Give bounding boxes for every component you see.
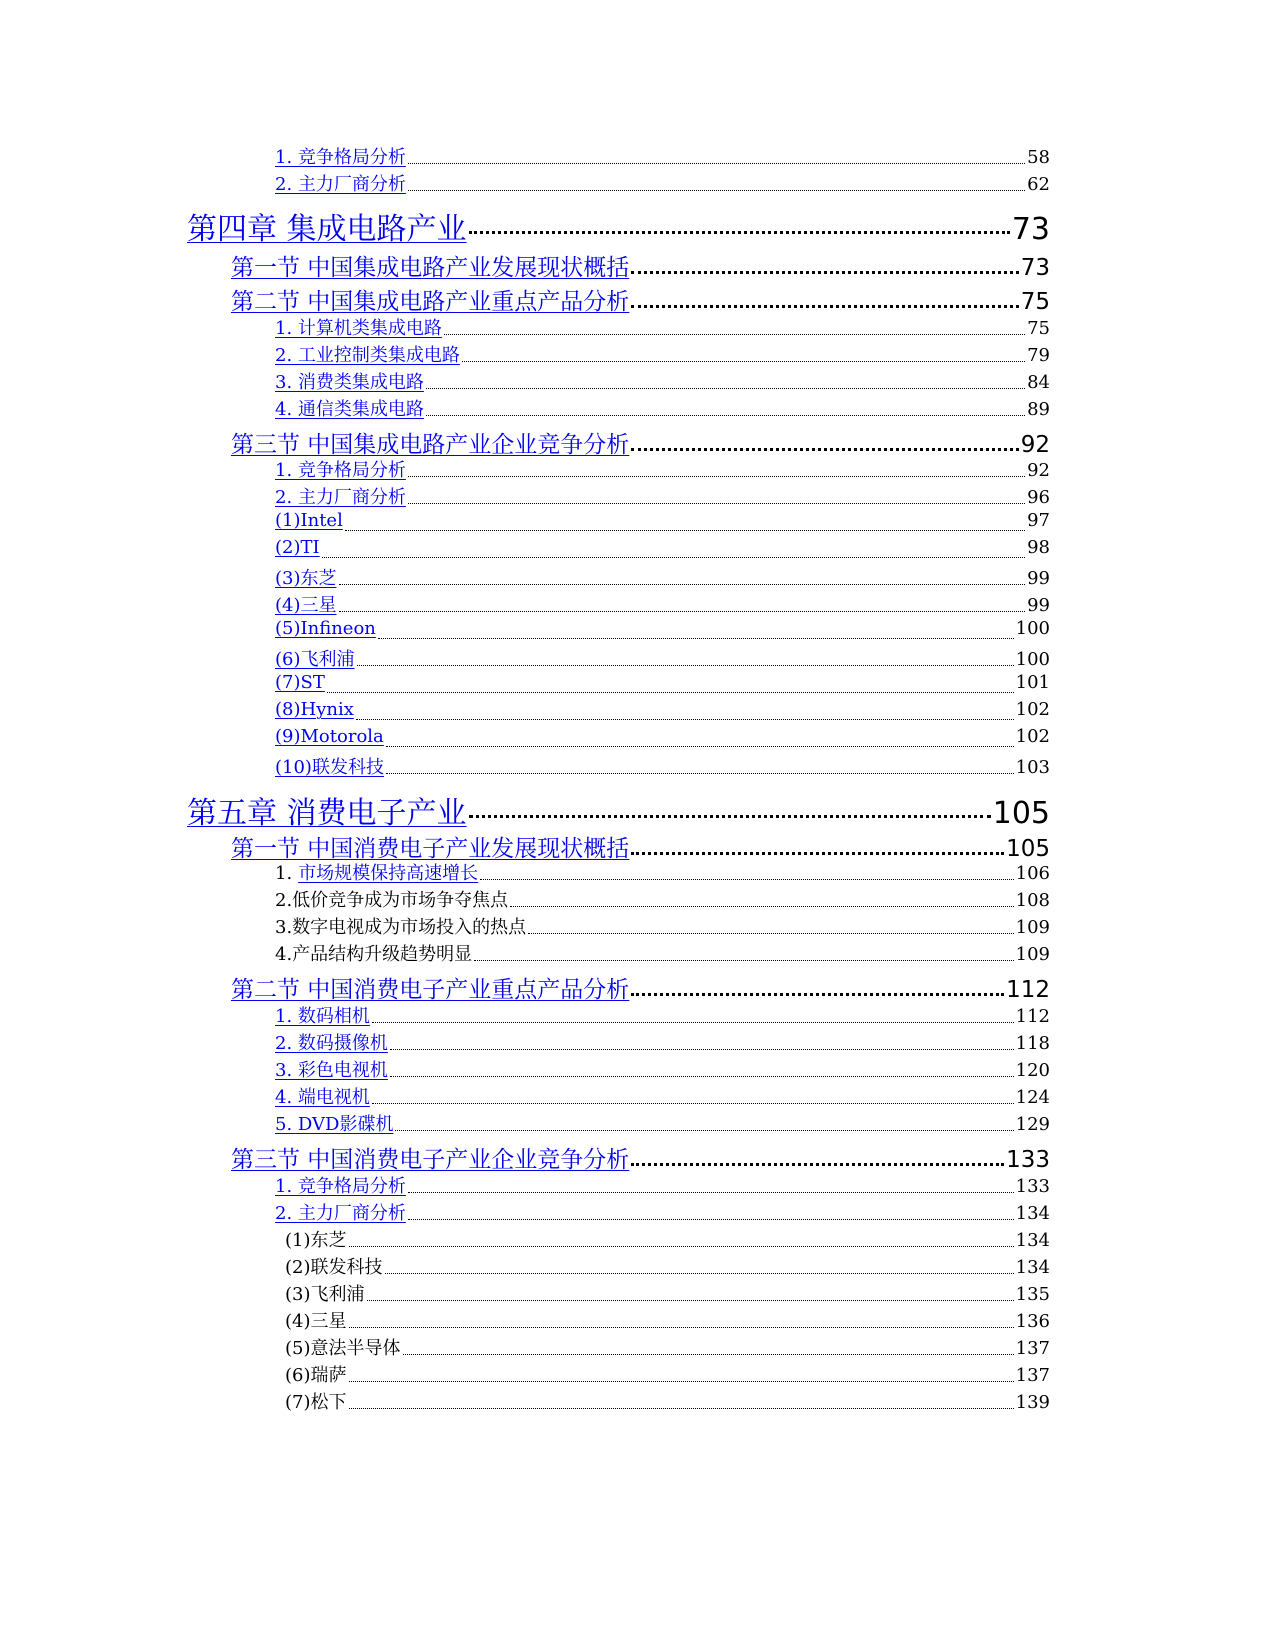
page-number: 75 [1027,318,1050,339]
page-number: 118 [1015,1033,1050,1054]
dot-leader [631,305,1018,308]
toc-entry-item[interactable] [275,1172,1050,1198]
toc-entry-link[interactable]: 第一节 中国集成电路产业发展现状概括 [231,255,630,281]
page-number: 109 [1015,944,1050,965]
page-number: 62 [1027,174,1050,195]
page-number: 96 [1027,487,1050,508]
dot-leader [349,1327,1014,1328]
dot-leader [339,611,1026,612]
toc-entry-link[interactable]: 2. 数码摄像机 [275,1033,388,1054]
toc-entry-item[interactable] [275,483,1050,509]
toc-entry-label: (3)飞利浦 [285,1284,365,1305]
page-number: 73 [1020,255,1050,281]
toc-entry-section[interactable] [231,830,1050,862]
toc-entry-item[interactable] [275,859,1050,885]
toc-entry-link[interactable]: 第二节 中国消费电子产业重点产品分析 [231,977,630,1003]
page-number: 133 [1015,1176,1050,1197]
toc-entry-number: 1. [275,863,293,884]
toc-entry-link[interactable]: 第二节 中国集成电路产业重点产品分析 [231,289,630,315]
dot-leader [469,815,991,818]
page-number: 102 [1015,699,1050,720]
dot-leader [444,334,1025,335]
toc-entry-section[interactable] [231,249,1050,281]
page-number: 79 [1027,345,1050,366]
toc-entry-label: 3.数字电视成为市场投入的热点 [275,917,527,938]
toc-entry-link[interactable]: 4. 通信类集成电路 [275,399,424,420]
toc-entry-link[interactable]: (3)东芝 [275,568,337,589]
dot-leader [408,1219,1014,1220]
toc-entry-label: (6)瑞萨 [285,1365,347,1386]
toc-entry-item[interactable] [275,645,1050,671]
toc-entry-item[interactable] [275,341,1050,367]
toc-entry-item[interactable] [275,395,1050,421]
toc-entry-item[interactable] [275,1199,1050,1225]
toc-entry-sub [285,1280,1050,1306]
dot-leader [408,476,1025,477]
page-number: 139 [1015,1392,1050,1413]
dot-leader [386,773,1014,774]
toc-entry-link[interactable]: 1. 竞争格局分析 [275,147,406,168]
toc-entry-link[interactable]: 1. 计算机类集成电路 [275,318,442,339]
toc-entry-link[interactable]: (9)Motorola [275,726,384,747]
toc-entry-item[interactable] [275,1056,1050,1082]
dot-leader [378,638,1014,639]
toc-entry-item[interactable] [275,510,1050,536]
dot-leader [480,879,1013,880]
toc-entry-item[interactable] [275,699,1050,725]
toc-entry-label: (2)联发科技 [285,1257,383,1278]
dot-leader [339,584,1026,585]
page-number: 105 [992,796,1050,831]
toc-entry-link[interactable]: 2. 主力厂商分析 [275,1203,406,1224]
toc-entry-sub [285,1253,1050,1279]
toc-entry-link[interactable]: 5. DVD影碟机 [275,1114,394,1135]
dot-leader [631,1163,1004,1166]
toc-entry-link[interactable]: 第一节 中国消费电子产业发展现状概括 [231,836,630,862]
page-number: 75 [1020,289,1050,315]
toc-entry-item[interactable] [275,726,1050,752]
toc-entry-sub [285,1226,1050,1252]
toc-entry-link[interactable]: (5)Infineon [275,618,376,639]
dot-leader [367,1300,1014,1301]
toc-entry-label: 2.低价竞争成为市场争夺焦点 [275,890,509,911]
page-number: 106 [1015,863,1050,884]
page-number: 89 [1027,399,1050,420]
toc-entry-link[interactable]: 2. 工业控制类集成电路 [275,345,460,366]
toc-entry-item[interactable] [275,753,1050,779]
toc-entry-item[interactable] [275,564,1050,590]
toc-entry-item[interactable] [275,672,1050,698]
toc-entry-link[interactable]: (6)飞利浦 [275,649,355,670]
toc-entry-sub [285,1388,1050,1414]
toc-entry-link[interactable]: 2. 主力厂商分析 [275,174,406,195]
dot-leader [385,1273,1014,1274]
dot-leader [462,361,1025,362]
page-number: 105 [1006,836,1050,862]
toc-entry-link[interactable]: 第三节 中国消费电子产业企业竞争分析 [231,1147,630,1173]
toc-entry-link[interactable]: (2)TI [275,537,320,558]
page-number: 129 [1015,1114,1050,1135]
toc-entry-label: (4)三星 [285,1311,347,1332]
toc-entry-link[interactable]: 3. 消费类集成电路 [275,372,424,393]
toc-entry-link[interactable]: 1. 竞争格局分析 [275,460,406,481]
toc-entry-link[interactable]: 市场规模保持高速增长 [298,863,479,884]
page-number: 136 [1015,1311,1050,1332]
toc-entry-chapter[interactable] [187,788,1050,831]
dot-leader [403,1354,1014,1355]
page-number: 84 [1027,372,1050,393]
page-number: 108 [1015,890,1050,911]
toc-entry-sub [285,1361,1050,1387]
dot-leader [372,1022,1014,1023]
dot-leader [357,665,1014,666]
toc-entry-link[interactable]: 第四章 集成电路产业 [187,212,467,247]
dot-leader [510,906,1013,907]
page-number: 97 [1027,510,1050,531]
page-number: 98 [1027,537,1050,558]
dot-leader [327,692,1014,693]
dot-leader [349,1381,1014,1382]
page-number: 137 [1015,1338,1050,1359]
page-number: 100 [1015,649,1050,670]
toc-entry-link[interactable]: (10)联发科技 [275,757,384,778]
dot-leader [426,415,1025,416]
page-number: 101 [1015,672,1050,693]
toc-entry-section[interactable] [231,426,1050,458]
dot-leader [356,719,1014,720]
dot-leader [408,190,1025,191]
toc-entry-link[interactable]: 4. 端电视机 [275,1087,370,1108]
dot-leader [469,231,1010,234]
page-number: 112 [1006,977,1050,1003]
page-number: 133 [1006,1147,1050,1173]
dot-leader [322,557,1025,558]
toc-entry-label: (5)意法半导体 [285,1338,401,1359]
page-number: 92 [1027,460,1050,481]
toc-entry-item[interactable] [275,143,1050,169]
toc-entry-label: (1)东芝 [285,1230,347,1251]
toc-entry-item[interactable] [275,618,1050,644]
toc-entry-label: (7)松下 [285,1392,347,1413]
page-number: 134 [1015,1203,1050,1224]
toc-entry-section[interactable] [231,971,1050,1003]
toc-entry-item[interactable] [275,368,1050,394]
dot-leader [395,1130,1013,1131]
dot-leader [349,1246,1014,1247]
dot-leader [390,1076,1014,1077]
toc-entry-section[interactable] [231,1141,1050,1173]
page-number: 58 [1027,147,1050,168]
toc-entry-item[interactable] [275,170,1050,196]
page-number: 124 [1015,1087,1050,1108]
page-number: 100 [1015,618,1050,639]
toc-entry-link[interactable]: (7)ST [275,672,325,693]
dot-leader [528,933,1013,934]
dot-leader [349,1408,1014,1409]
toc-entry-label: 4.产品结构升级趋势明显 [275,944,473,965]
dot-leader [372,1103,1014,1104]
toc-entry-item[interactable] [275,1029,1050,1055]
page-number: 102 [1015,726,1050,747]
dot-leader [631,448,1018,451]
toc-entry-link[interactable]: 3. 彩色电视机 [275,1060,388,1081]
toc-entry-item[interactable] [275,591,1050,617]
page-number: 112 [1015,1006,1050,1027]
dot-leader [631,271,1018,274]
page-number: 99 [1027,568,1050,589]
toc-entry-link[interactable]: 1. 数码相机 [275,1006,370,1027]
toc-entry-link[interactable]: 1. 竞争格局分析 [275,1176,406,1197]
page-number: 120 [1015,1060,1050,1081]
dot-leader [408,503,1025,504]
dot-leader [408,163,1025,164]
toc-entry-item[interactable] [275,537,1050,563]
dot-leader [631,852,1004,855]
toc-entry-link[interactable]: (1)Intel [275,510,343,531]
toc-entry-item [275,913,1050,939]
dot-leader [474,960,1013,961]
toc-entry-link[interactable]: (8)Hynix [275,699,354,720]
toc-entry-chapter[interactable] [187,204,1050,247]
dot-leader [345,530,1025,531]
page-number: 99 [1027,595,1050,616]
dot-leader [390,1049,1014,1050]
dot-leader [426,388,1025,389]
toc-entry-item [275,886,1050,912]
page-number: 73 [1011,212,1050,247]
page-number: 109 [1015,917,1050,938]
toc-entry-link[interactable]: (4)三星 [275,595,337,616]
toc-entry-item[interactable] [275,456,1050,482]
toc-entry-sub [285,1334,1050,1360]
toc-entry-link[interactable]: 2. 主力厂商分析 [275,487,406,508]
dot-leader [386,746,1014,747]
dot-leader [631,993,1004,996]
toc-entry-link[interactable]: 第三节 中国集成电路产业企业竞争分析 [231,432,630,458]
page-number: 92 [1020,432,1050,458]
dot-leader [408,1192,1014,1193]
toc-entry-sub [285,1307,1050,1333]
page-number: 137 [1015,1365,1050,1386]
page-number: 135 [1015,1284,1050,1305]
toc-entry-item[interactable] [275,1110,1050,1136]
page-number: 134 [1015,1257,1050,1278]
toc-entry-section[interactable] [231,283,1050,315]
page-number: 103 [1015,757,1050,778]
toc-entry-item[interactable] [275,314,1050,340]
toc-entry-item [275,940,1050,966]
toc-entry-link[interactable]: 第五章 消费电子产业 [187,796,467,831]
page-number: 134 [1015,1230,1050,1251]
toc-entry-item[interactable] [275,1002,1050,1028]
toc-entry-item[interactable] [275,1083,1050,1109]
